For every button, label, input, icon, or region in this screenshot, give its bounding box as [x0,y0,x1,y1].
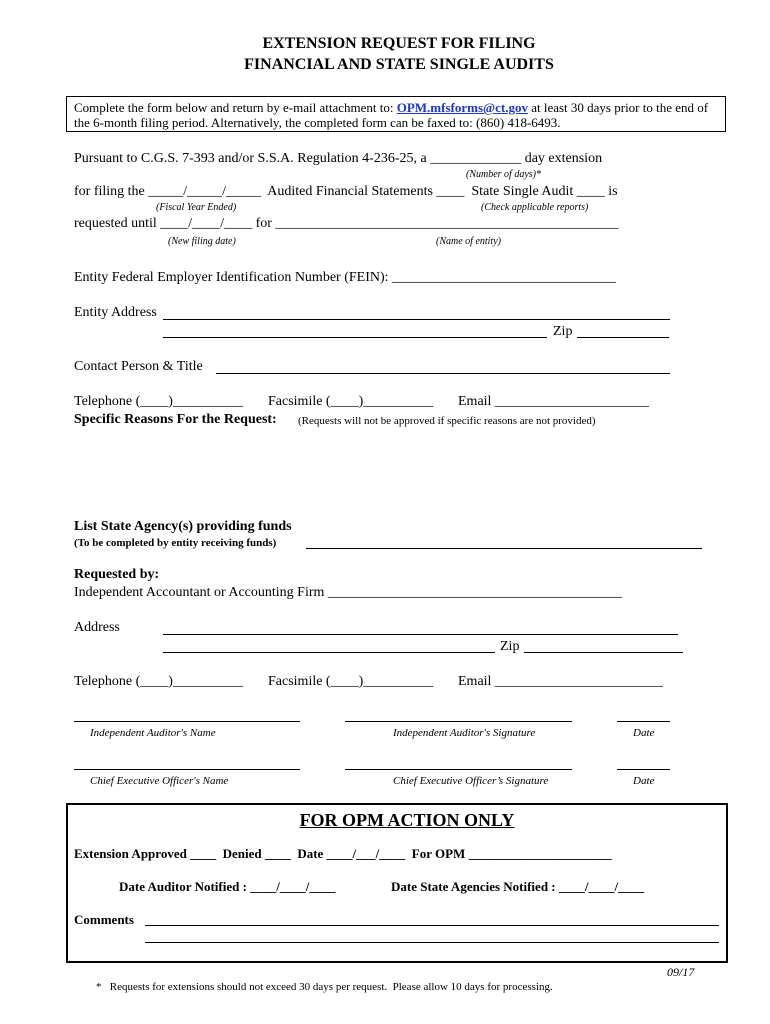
auditor-signature-line[interactable] [345,721,572,722]
specific-reasons-label: Specific Reasons For the Request: [74,412,277,427]
filing-line: for filing the _____/_____/_____ Audited Financial Statements ____ State Single Audit ____ is [74,184,618,199]
entity-address-label: Entity Address [74,305,157,320]
auditor-name-line[interactable] [74,721,300,722]
ceo-name-caption: Chief Executive Officer's Name [90,775,229,787]
date-auditor-notified: Date Auditor Notified : ____/____/____ [119,879,336,894]
opm-action-title: FOR OPM ACTION ONLY [299,810,515,830]
ceo-signature-caption: Chief Executive Officer’s Signature [393,775,549,787]
instructions-text [74,100,722,130]
entity-telephone: Telephone (____)__________ [74,394,243,409]
entity-address-line-2[interactable] [163,337,547,338]
auditor-date-line[interactable] [617,721,670,722]
firm-zip-label: Zip [500,639,520,654]
comments-label: Comments [74,912,134,927]
opm-approval-row: Extension Approved ____ Denied ____ Date ____/___/____ For OPM ______________________ [74,846,612,861]
requested-by-label: Requested by: [74,567,160,582]
firm-address-line-2[interactable] [163,652,495,653]
contact-person-line[interactable] [216,373,670,374]
auditor-date-caption: Date [633,727,655,739]
specific-reasons-note: (Requests will not be approved if specific reasons are not provided) [298,415,596,427]
firm-facsimile: Facsimile (____)__________ [268,674,434,689]
fein-label: Entity Federal Employer Identification Number (FEIN): ________________________________ [74,270,617,285]
comments-line-2[interactable] [145,942,719,943]
firm-telephone: Telephone (____)__________ [74,674,243,689]
firm-zip-line[interactable] [524,652,683,653]
pursuant-line: Pursuant to C.G.S. 7-393 and/or S.S.A. Regulation 4-236-25, a _____________ day extension [74,151,603,166]
entity-address-line-1[interactable] [163,319,670,320]
state-agency-line[interactable] [306,548,702,549]
auditor-name-caption: Independent Auditor's Name [90,727,216,739]
entity-zip-label: Zip [553,324,573,339]
firm-address-label: Address [74,620,120,635]
state-agency-note: (To be completed by entity receiving funds) [74,537,277,549]
firm-address-line-1[interactable] [163,634,678,635]
instructions-after-email: at least 30 days prior to the end of the 6-month filing period. Alternatively, the completed form can be faxed to: (860) 418-6493. [74,100,709,130]
state-agency-label: List State Agency(s) providing funds [74,519,292,534]
form-title-line1: EXTENSION REQUEST FOR FILING [262,35,536,52]
firm-email: Email ________________________ [458,674,663,689]
auditor-signature-caption: Independent Auditor's Signature [393,727,536,739]
number-of-days-hint: (Number of days)* [466,169,541,180]
ceo-signature-line[interactable] [345,769,572,770]
opm-email-link[interactable]: OPM.mfsforms@ct.gov [396,100,528,115]
comments-line-1[interactable] [145,925,719,926]
ceo-date-line[interactable] [617,769,670,770]
entity-email: Email ______________________ [458,394,649,409]
date-agencies-notified: Date State Agencies Notified : ____/____/____ [391,879,645,894]
entity-zip-line[interactable] [577,337,669,338]
contact-person-label: Contact Person & Title [74,359,203,374]
footnote: * Requests for extensions should not exceed 30 days per request. Please allow 10 days for processing. [96,981,553,993]
form-version: 09/17 [667,965,695,979]
fiscal-year-hint: (Fiscal Year Ended) [156,202,237,213]
entity-facsimile: Facsimile (____)__________ [268,394,434,409]
check-reports-hint: (Check applicable reports) [481,202,589,213]
ceo-date-caption: Date [633,775,655,787]
accounting-firm-label: Independent Accountant or Accounting Firm __________________________________________ [74,585,622,600]
instructions-before-email: Complete the form below and return by e-mail attachment to: [74,100,397,115]
entity-name-hint: (Name of entity) [436,236,501,247]
ceo-name-line[interactable] [74,769,300,770]
form-title-line2: FINANCIAL AND STATE SINGLE AUDITS [244,56,554,73]
requested-until-line: requested until ____/____/____ for _________________________________________________ [74,216,619,231]
new-filing-date-hint: (New filing date) [168,236,236,247]
